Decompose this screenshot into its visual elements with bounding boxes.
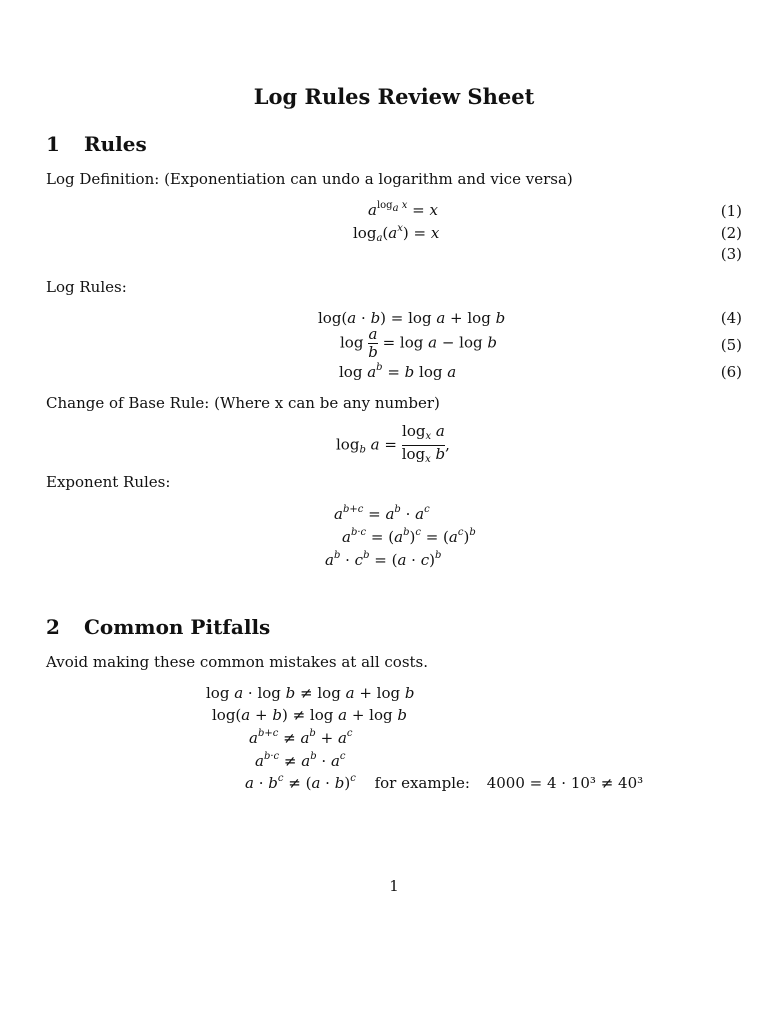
section-number: 1 (46, 132, 60, 156)
page-title: Log Rules Review Sheet (253, 84, 535, 109)
pitfall-1: log a · log b ≠ log a + log b (206, 684, 415, 702)
equation-5: log $\frac{a}{b}$ = log a − log b (340, 325, 497, 361)
log-definition-text: Log Definition: (Exponentiation can undo a logarithm and vice versa) (46, 170, 573, 188)
section-number: 2 (46, 615, 60, 639)
exponent-rules-text: Exponent Rules: (46, 473, 171, 491)
exponent-rule-1: $a^{b+c} = a^b \cdot a^c$ (334, 504, 430, 523)
exponent-rule-3: $a^b \cdot c^b = (a \cdot c)^b$ (325, 550, 442, 569)
for-example-label: for example: (374, 774, 470, 792)
equation-4: log(a · b) = log a + log b (318, 309, 506, 327)
page-number: 1 (389, 877, 399, 895)
equation-number-2: (2) (720, 224, 742, 242)
pitfall-3: $a^{b+c} \ne a^b + a^c$ (249, 728, 353, 747)
change-of-base-equation: $\log_b a$ = $\frac{\log_x a}{\log_x b}$ , (336, 423, 450, 468)
section-2-heading (46, 615, 270, 639)
example-expression: 4000 = 4 · 10³ ≠ 40³ (486, 774, 644, 792)
equation-6: $\log a^b = b$ log a (339, 362, 457, 381)
section-title: Rules (84, 132, 147, 156)
equation-number-5: (5) (720, 336, 742, 354)
exponent-rule-2: $a^{b\cdot c} = (a^b)^c = (a^c)^b$ (342, 527, 476, 546)
section-title: Common Pitfalls (84, 615, 271, 639)
equation-1: $a^{log_a x} = x$ (368, 200, 438, 219)
equation-number-4: (4) (720, 309, 742, 327)
equation-number-6: (6) (720, 363, 742, 381)
pitfalls-intro-text: Avoid making these common mistakes at all costs. (46, 653, 429, 671)
log-rules-text: Log Rules: (46, 278, 127, 296)
section-1-heading (46, 132, 147, 156)
equation-2: $\log_a(a^x) = x$ (353, 223, 440, 244)
change-of-base-text: Change of Base Rule: (Where x can be any number) (46, 394, 440, 412)
pitfall-2: log(a + b) ≠ log a + log b (212, 706, 407, 724)
pitfall-4: $a^{b\cdot c} \ne a^b \cdot a^c$ (255, 751, 346, 770)
equation-number-3: (3) (720, 245, 742, 263)
equation-number-1: (1) (720, 202, 742, 220)
pitfall-5: $a \cdot b^c \ne (a \cdot b)^c$ for example: 4000 = 4 · 10³ ≠ 40³ (245, 773, 644, 792)
